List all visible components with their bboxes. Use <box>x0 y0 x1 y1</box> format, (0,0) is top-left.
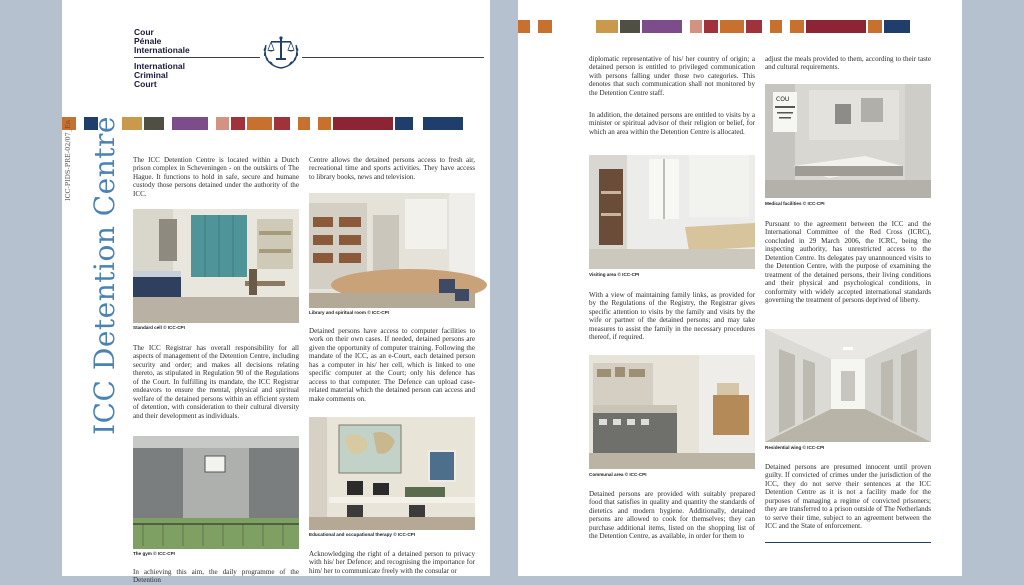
medical-facilities-photo <box>765 84 931 198</box>
logo-rule <box>134 57 484 58</box>
caption-visiting: Visiting area © ICC-CPI <box>589 272 640 277</box>
computer-facilities-paragraph: Detained persons have access to computer facilities to work on their own cases. If needed, detained persons are given the opportunity of computer training. Following the mandate of the ICC, as an e-Court, each detained person has a computer in his/ her cell, which is linked to one specific computer at the Court; only his defence has access to that computer. The Defence can upload case-related material which the detained person can access and make comments on. <box>309 327 475 403</box>
residential-wing-photo <box>765 329 931 442</box>
food-paragraph: Detained persons are provided with suitably prepared food that satisfies in quality and quantity the standards of dietetics and modern hygiene. Additionally, detained persons are allowed to cook for themselves; they can purchase additional items, listed on the shopping list of the Detention Centre, as available, in order for them to <box>589 490 755 541</box>
registrar-paragraph: The ICC Registrar has overall responsibility for all aspects of management of the Detention Centre, including security and order; and makes all decisions relating thereto, as stipulated in Regulation 90 of the Regulations of the Court. In fulfilling its mandate, the ICC Registrar endeavors to ensure the mental, physical and spiritual welfare of the detained persons within an efficient system of detention, with consideration to their cultural diversity and their development as individuals. <box>133 344 299 420</box>
standard-cell-photo <box>133 209 299 323</box>
color-strip-top <box>518 20 910 33</box>
caption-educational: Educational and occupational therapy © ICC-CPI <box>309 532 415 537</box>
closing-rule <box>765 542 931 543</box>
caption-communal: Communal area © ICC-CPI <box>589 472 647 477</box>
intro-paragraph: The ICC Detention Centre is located within a Dutch prison complex in Scheveningen - on the outskirts of The Hague. It functions to hold in safe, secure and humane custody those persons detained under the authority of the ICC. <box>133 156 299 198</box>
logo-english-name: International Criminal Court <box>134 61 186 89</box>
page-title: ICC Detention Centre <box>88 116 121 435</box>
fresh-air-paragraph: Centre allows the detained persons access to fresh air, recreational time and sports activities. They have access to library books, news and television. <box>309 156 475 181</box>
scales-emblem-icon <box>260 33 302 71</box>
caption-standard-cell: Standard cell © ICC-CPI <box>133 325 185 330</box>
educational-therapy-photo <box>309 417 475 530</box>
caption-gym: The gym © ICC-CPI <box>133 551 175 556</box>
icrc-paragraph: Pursuant to the agreement between the ICC and the International Committee of the Red Cross (ICRC), concluded in 29 March 2006, the ICRC, being the inspecting authority, has unrestricted access to the Detention Centre. Its delegates pay unannounced visits to the Detention Centre, with the purpose of examining the treatment of the detained persons, their living conditions and their physical and psychological conditions, in conformity with widely accepted international standards governing the treatment of persons deprived of liberty. <box>765 220 931 305</box>
color-strip <box>62 117 463 130</box>
caption-residential: Residential wing © ICC-CPI <box>765 445 825 450</box>
spiritual-visits-paragraph: In addition, the detained persons are entitled to visits by a minister or spiritual advisor of their religion or belief, for which an area within the Detention Centre is allocated. <box>589 111 755 136</box>
diplomatic-paragraph: diplomatic representative of his/ her country of origin; a detained person is entitled to privileged communication with persons falling under those two categories. This denotes that such communication shall not monitored by the Detention Centre staff. <box>589 55 755 97</box>
family-visits-paragraph: With a view of maintaining family links, as provided for by the Regulations of the Registry, the Registrar gives specific attention to visits by the family and visits by the wife or partner of the detained persons; and may take measures to assist the family in the necessary procedures thereof, if required. <box>589 291 755 342</box>
visiting-area-photo <box>589 155 755 269</box>
gym-photo <box>133 436 299 549</box>
presumed-innocent-paragraph: Detained persons are presumed innocent until proven guilty. If convicted of crimes under the jurisdiction of the ICC, they do not serve their sentences at the ICC Detention Centre as it is not a facility made for the purposes of managing a regime of convicted prisoners; they are transferred to a prison outside of The Netherlands to serve their time, subject to an agreement between the ICC and the State of enforcement. <box>765 463 931 531</box>
eye-chart-letters: COU <box>776 96 790 103</box>
left-page <box>62 0 490 585</box>
privacy-paragraph: Acknowledging the right of a detained person to privacy with his/ her Defence; and recognising the importance for him/ her to communicate freely with the consular or <box>309 550 475 575</box>
right-page <box>518 0 962 576</box>
daily-programme-paragraph: In achieving this aim, the daily programme of the Detention <box>133 568 299 585</box>
document-code: ICC-PIDS-PRE-02/07_En <box>64 120 72 201</box>
caption-medical: Medical facilities © ICC-CPI <box>765 201 825 206</box>
communal-area-photo <box>589 355 755 469</box>
library-room-photo <box>309 193 475 308</box>
caption-library: Library and spiritual room © ICC-CPI <box>309 310 389 315</box>
logo-french-name: Cour Pénale Internationale <box>134 27 190 55</box>
meals-paragraph: adjust the meals provided to them, according to their taste and cultural requirements. <box>765 55 931 72</box>
